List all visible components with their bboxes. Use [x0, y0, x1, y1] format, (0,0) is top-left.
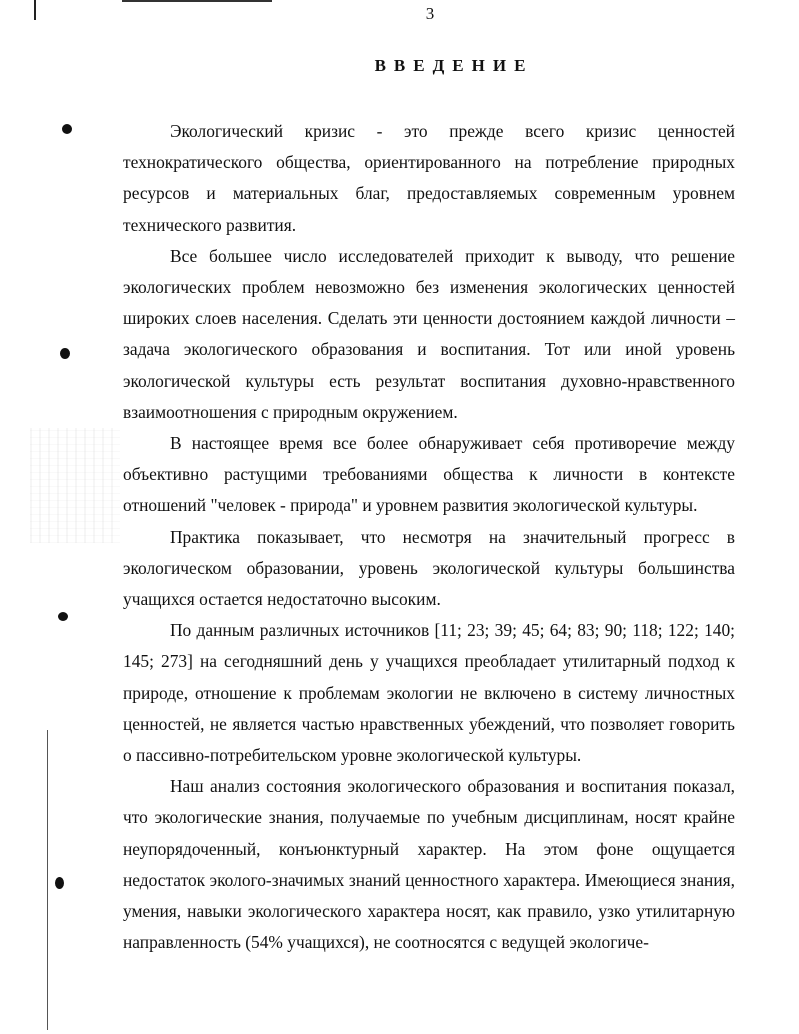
- paragraph: Экологический кризис - это прежде всего кризис ценностей технократического общества, ориентированного на потребление природных ресурсов и материальных благ, предоставляемых современным уровнем технического развития.: [123, 121, 735, 235]
- page-number: 3: [425, 4, 435, 23]
- scan-speck: [60, 348, 70, 359]
- section-heading: ВВЕДЕНИЕ: [374, 56, 534, 75]
- scan-speck: [62, 124, 72, 134]
- scan-speck: [58, 612, 68, 621]
- binding-edge-line-lower: [47, 730, 48, 1030]
- scan-artifact: [30, 428, 120, 543]
- top-rule-line: [122, 0, 272, 2]
- body-text: [123, 116, 735, 958]
- paragraph: По данным различных источников [11; 23; 39; 45; 64; 83; 90; 118; 122; 140; 145; 273] на сегодняшний день у учащихся преобладает утилитарный подход к природе, отношение к проблемам экологии не включено в систему личностных ценностей, не является частью нравственных убеждений, что позволяет говорить о пассивно-потребительском уровне экологической культуры.: [123, 620, 735, 766]
- paragraph: Наш анализ состояния экологического образования и воспитания показал, что экологические знания, получаемые по учебным дисциплинам, носят крайне неупорядоченный, конъюнктурный характер. На этом фоне ощущается недостаток эколого-значимых знаний ценностного характера. Имеющиеся знания, умения, навыки экологического характера носят, как правило, узко утилитарную направленность (54% учащихся), не соотносятся с ведущей экологиче-: [123, 776, 735, 953]
- paragraph: Все большее число исследователей приходит к выводу, что решение экологических проблем невозможно без изменения экологических ценностей широких слоев населения. Сделать эти ценности достоянием каждой личности – задача экологического образования и воспитания. Тот или иной уровень экологической культуры есть результат воспитания духовно-нравственного взаимоотношения с природным окружением.: [123, 245, 735, 422]
- paragraph: В настоящее время все более обнаруживает себя противоречие между объективно растущими требованиями общества к личности в контексте отношений "человек - природа" и уровнем развития экологической культуры.: [123, 433, 735, 516]
- scan-speck: [55, 877, 64, 889]
- paragraph: Практика показывает, что несмотря на значительный прогресс в экологическом образовании, уровень экологической культуры большинства учащихся остается недостаточно высоким.: [123, 526, 735, 610]
